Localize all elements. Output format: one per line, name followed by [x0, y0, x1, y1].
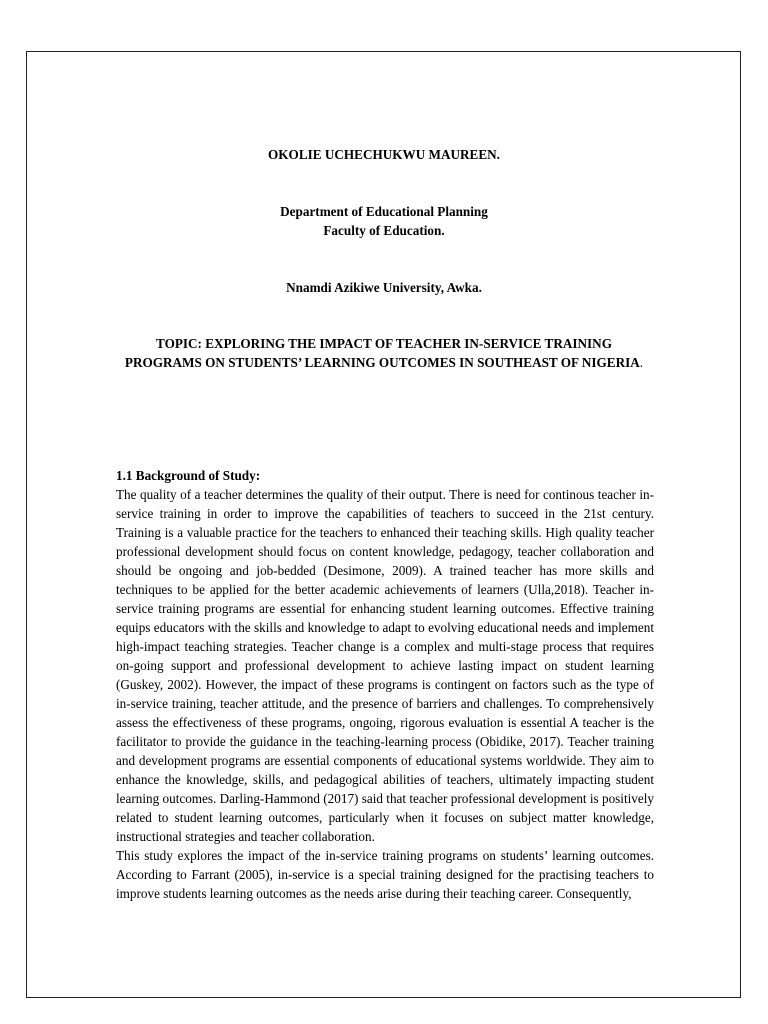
- topic-line-2-text: PROGRAMS ON STUDENTS’ LEARNING OUTCOMES IN SOUTHEAST OF NIGERIA: [124, 355, 640, 370]
- university-name: Nnamdi Azikiwe University, Awka.: [286, 280, 482, 295]
- topic-title: [0, 334, 768, 372]
- department-block: [0, 202, 768, 240]
- topic-line-1: TOPIC: EXPLORING THE IMPACT OF TEACHER IN-SERVICE TRAINING: [156, 336, 612, 351]
- paragraph-2: This study explores the impact of the in-service training programs on students’ learning outcomes. According to Farrant (2005), in-service is a special training designed for the practising teachers to improve students learning outcomes as the needs arise during their teaching career. Consequently,: [116, 848, 654, 901]
- author-name: OKOLIE UCHECHUKWU MAUREEN.: [268, 147, 500, 162]
- topic-line-2: [0, 353, 768, 372]
- section-heading: 1.1 Background of Study:: [116, 468, 261, 483]
- department-name: Department of Educational Planning: [280, 204, 488, 219]
- background-section: [116, 466, 654, 903]
- faculty-name: Faculty of Education.: [323, 223, 445, 238]
- paragraph-1: The quality of a teacher determines the quality of their output. There is need for continous teacher in-service training in order to improve the capabilities of teachers to succeed in the 21st century. Training is a valuable practice for the teachers to enhanced their teaching skills. High quality teacher professional development should focus on content knowledge, pedagogy, teacher collaboration and should be ongoing and job-bedded (Desimone, 2009). A trained teacher has more skills and techniques to be applied for the better academic achievements of learners (Ulla,2018). Teacher in-service training programs are essential for enhancing student learning outcomes. Effective training equips educators with the skills and knowledge to adapt to evolving educational needs and implement high-impact teaching strategies. Teacher change is a complex and multi-stage process that requires on-going support and professional development to achieve lasting impact on student learning (Guskey, 2002). However, the impact of these programs is contingent on factors such as the type of in-service training, teacher attitude, and the presence of barriers and challenges. To comprehensively assess the effectiveness of these programs, ongoing, rigorous evaluation is essential A teacher is the facilitator to provide the guidance in the teaching-learning process (Obidike, 2017). Teacher training and development programs are essential components of educational systems worldwide. They aim to enhance the knowledge, skills, and pedagogical abilities of teachers, ultimately impacting student learning outcomes. Darling-Hammond (2017) said that teacher professional development is positively related to student learning outcomes, particularly when it focuses on subject matter knowledge, instructional strategies and teacher collaboration.: [116, 487, 654, 844]
- topic-period: .: [639, 355, 644, 370]
